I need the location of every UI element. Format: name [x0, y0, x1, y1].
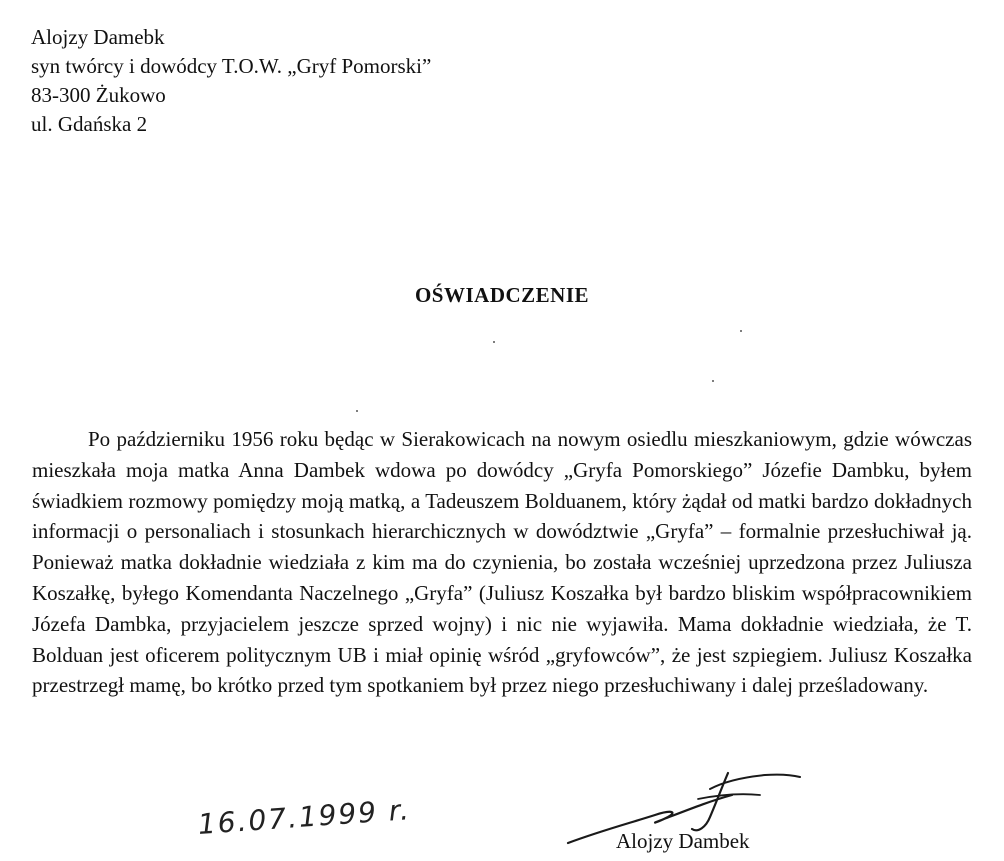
scan-speck — [356, 410, 358, 412]
statement-body — [32, 424, 972, 701]
sender-name: Alojzy Damebk — [31, 25, 165, 49]
signer-name: Alojzy Dambek — [616, 829, 750, 853]
sender-postal-code-city: 83-300 Żukowo — [31, 83, 166, 107]
statement-paragraph: Po październiku 1956 roku będąc w Sierakowicach na nowym osiedlu mieszkaniowym, gdzie wówczas mieszkała moja matka Anna Dambek wdowa po dowódcy „Gryfa Pomorskiego” Józefie Dambku, byłem świadkiem rozmowy pomiędzy moją matką, a Tadeuszem Bolduanem, który żądał od matki bardzo dokładnych informacji o personaliach i stosunkach hierarchicznych w dowództwie „Gryfa” – formalnie przesłuchiwał ją. Ponieważ matka dokładnie wiedziała z kim ma do czynienia, bo została wcześniej uprzedzona przez Juliusza Koszałkę, byłego Komendanta Naczelnego „Gryfa” (Juliusz Koszałka był bardzo bliskim współpracownikiem Józefa Dambka, przyjacielem jeszcze sprzed wojny) i nic nie wyjawiła. Mama dokładnie wiedziała, że T. Bolduan jest oficerem politycznym UB i miał opinię wśród „gryfowców”, że jest szpiegiem. Juliusz Koszałka przestrzegł mamę, bo krótko przed tym spotkaniem był przez niego przesłuchiwany i dalej prześladowany. — [32, 427, 972, 698]
sender-description: syn twórcy i dowódcy T.O.W. „Gryf Pomorski” — [31, 54, 432, 78]
scan-speck — [493, 341, 495, 343]
handwritten-date: 16.07.1999 r. — [196, 793, 412, 841]
scan-speck — [712, 380, 714, 382]
sender-street: ul. Gdańska 2 — [31, 112, 148, 136]
document-title: OŚWIADCZENIE — [414, 283, 590, 307]
scan-speck — [740, 330, 742, 332]
sender-address-block — [31, 23, 431, 139]
